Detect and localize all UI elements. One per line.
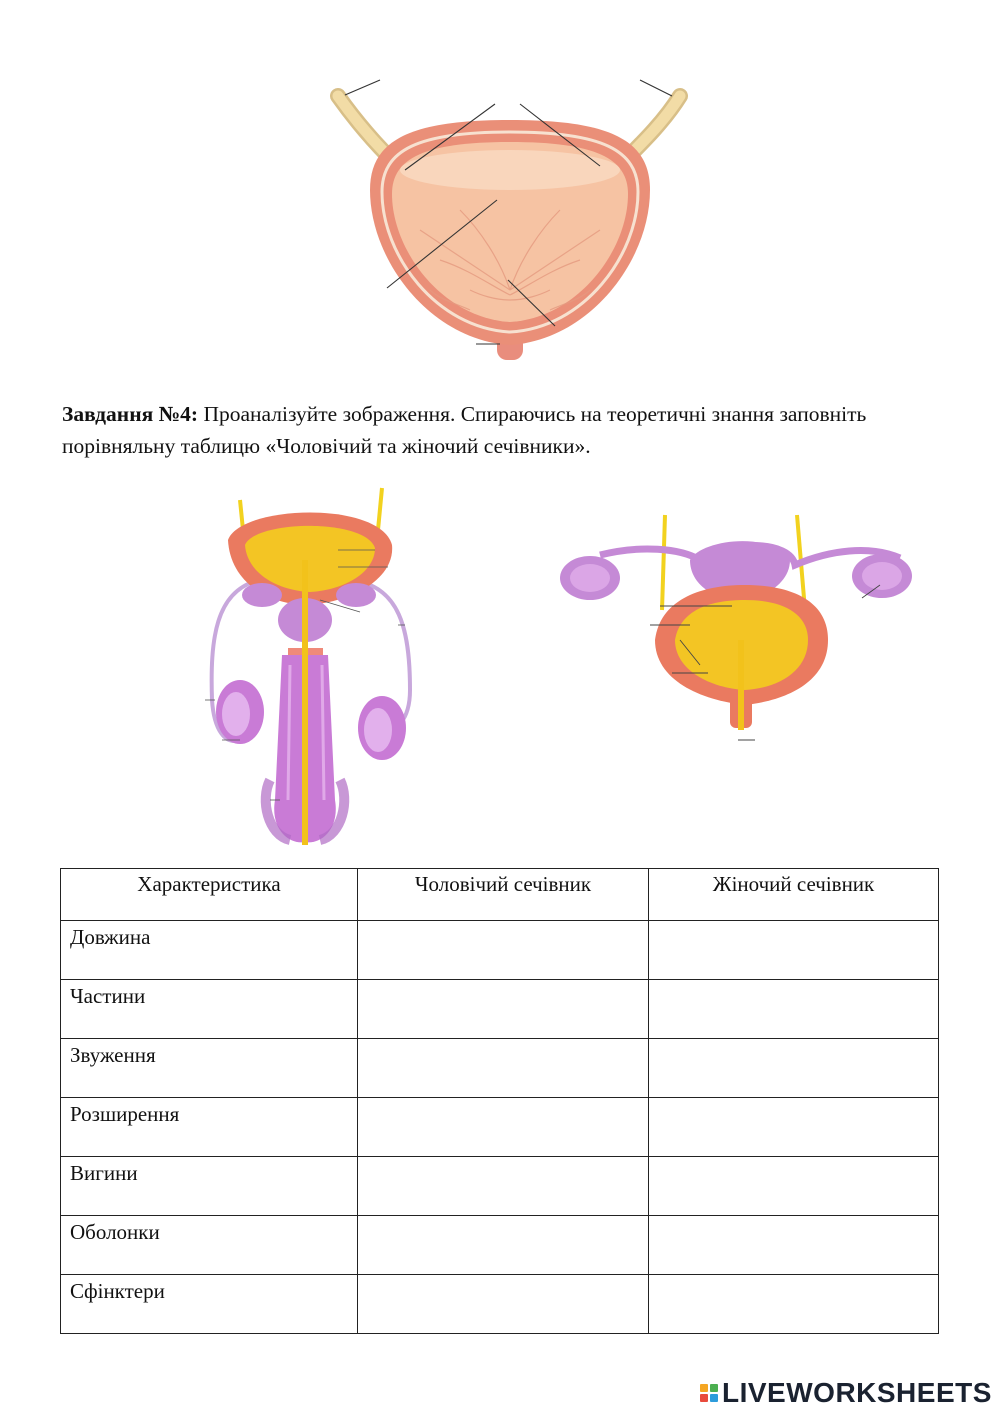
table-row [61,921,939,980]
table-row [61,980,939,1039]
row-label: Звуження [61,1039,358,1098]
male-cell[interactable] [358,1157,649,1216]
logo-block [710,1384,718,1392]
task-text: Проаналізуйте зображення. Спираючись на теоретичні знання заповніть порівняльну таблицю «Чоловічий та жіночий сечівники». [62,402,867,458]
female-cell[interactable] [649,1157,939,1216]
male-cell[interactable] [358,1098,649,1157]
logo-block [710,1394,718,1402]
female-cell[interactable] [649,1039,939,1098]
task-instructions [62,398,952,462]
male-cell[interactable] [358,980,649,1039]
male-cell[interactable] [358,921,649,980]
header-female: Жіночий сечівник [649,869,939,921]
female-cell[interactable] [649,1098,939,1157]
header-male: Чоловічий сечівник [358,869,649,921]
row-label: Розширення [61,1098,358,1157]
female-cell[interactable] [649,921,939,980]
row-label: Оболонки [61,1216,358,1275]
male-cell[interactable] [358,1275,649,1334]
logo-text: LIVEWORKSHEETS [722,1377,992,1408]
table-row [61,1275,939,1334]
table-header-row [61,869,939,921]
female-cell[interactable] [649,980,939,1039]
logo-blocks-icon [700,1384,718,1402]
logo-block [700,1384,708,1392]
bladder-diagram [320,75,690,370]
row-label: Сфінктери [61,1275,358,1334]
male-urethra-illustration [195,485,430,845]
table-row [61,1098,939,1157]
male-cell[interactable] [358,1039,649,1098]
task-label: Завдання №4: [62,402,199,426]
female-urethra-illustration [550,505,930,750]
table-row [61,1039,939,1098]
header-characteristic: Характеристика [61,869,358,921]
male-cell[interactable] [358,1216,649,1275]
table-row [61,1216,939,1275]
comparison-table [60,868,939,1334]
female-cell[interactable] [649,1275,939,1334]
row-label: Частини [61,980,358,1039]
liveworksheets-logo [700,1376,992,1410]
row-label: Вигини [61,1157,358,1216]
table-row [61,1157,939,1216]
female-cell[interactable] [649,1216,939,1275]
logo-block [700,1394,708,1402]
row-label: Довжина [61,921,358,980]
